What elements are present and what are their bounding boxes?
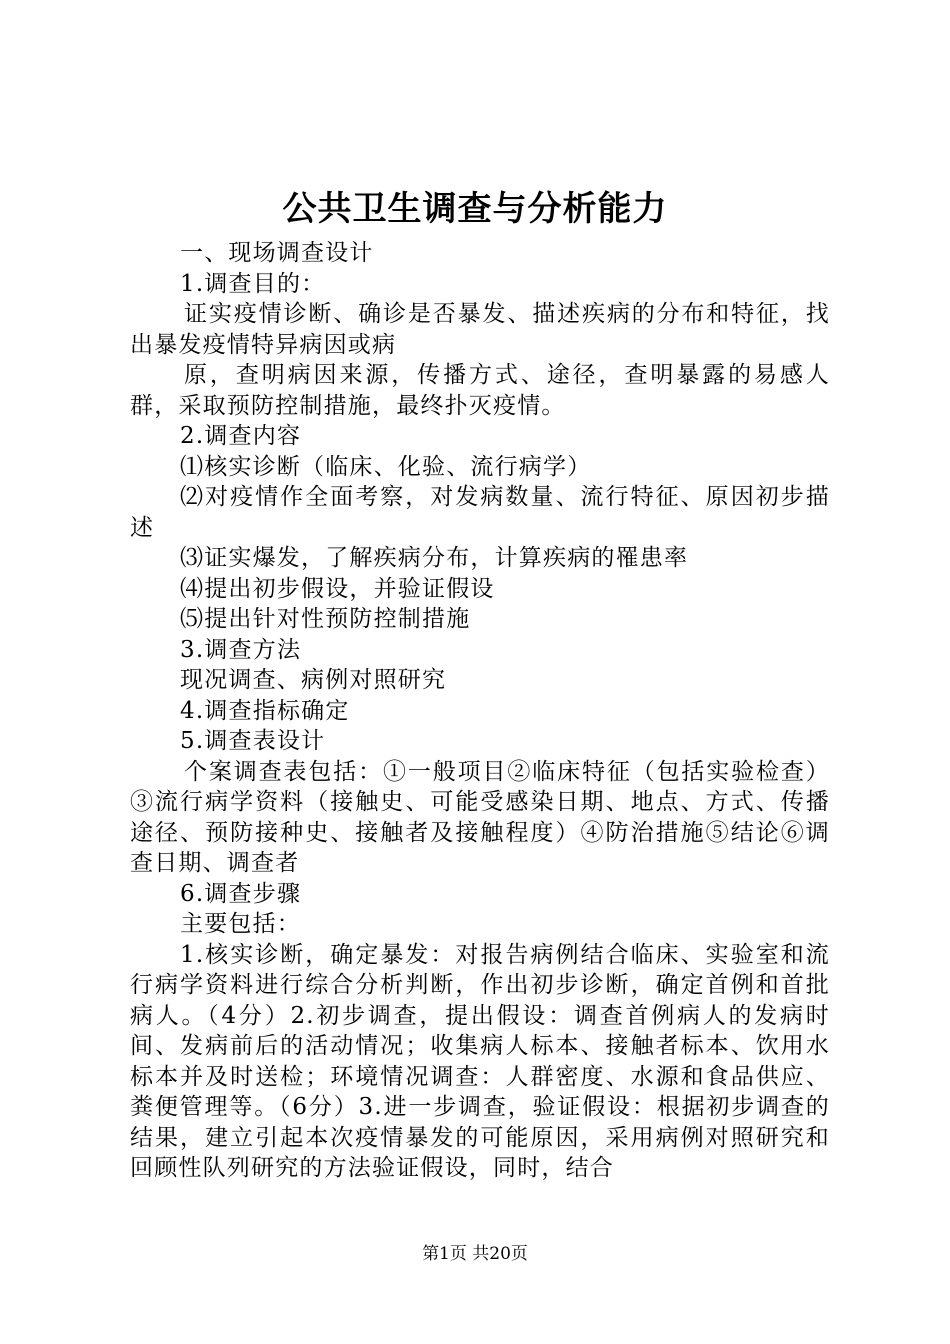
page-footer: 第1页 共20页 — [422, 1244, 528, 1264]
list-item-content-2: ⑵对疫情作全面考察，对发病数量、流行特征、原因初步描述 — [130, 484, 830, 541]
paragraph-form-design: 个案调查表包括：①一般项目②临床特征（包括实验检查）③流行病学资料（接触史、可能受感染日期、地点、方式、传播途径、预防接种史、接触者及接触程度）④防治措施⑤结论⑥调查日期、调查者 — [130, 758, 830, 876]
list-item-content-4: ⑷提出初步假设，并验证假设 — [180, 575, 495, 602]
subheading-content: 2.调查内容 — [180, 423, 302, 449]
subheading-indicators: 4.调查指标确定 — [180, 697, 350, 724]
paragraph-steps-intro: 主要包括： — [180, 911, 301, 937]
subheading-steps: 6.调查步骤 — [180, 880, 302, 907]
subheading-purpose: 1.调查目的： — [180, 270, 326, 297]
document-body — [130, 238, 830, 1184]
subheading-form-design: 5.调查表设计 — [180, 728, 326, 754]
paragraph-purpose-2: 原，查明病因来源，传播方式、途径，查明暴露的易感人群，采取预防控制措施，最终扑灭疫情。 — [130, 362, 830, 419]
paragraph-purpose-1: 证实疫情诊断、确诊是否暴发、描述疾病的分布和特征，找出暴发疫情特异病因或病 — [130, 301, 830, 358]
subheading-method: 3.调查方法 — [180, 636, 302, 663]
list-item-content-3: ⑶证实爆发，了解疾病分布，计算疾病的罹患率 — [180, 545, 689, 571]
document-title: 公共卫生调查与分析能力 — [282, 189, 668, 229]
list-item-content-1: ⑴核实诊断（临床、化验、流行病学） — [180, 453, 592, 480]
paragraph-steps-detail: 1.核实诊断，确定暴发：对报告病例结合临床、实验室和流行病学资料进行综合分析判断，作出初步诊断，确定首例和首批病人。（4分）2.初步调查，提出假设：调查首例病人的发病时间、发病前后的活动情况；收集病人标本、接触者标本、饮用水标本并及时送检；环境情况调查：人群密度、水源和食品供应、粪便管理等。（6分）3.进一步调查，验证假设：根据初步调查的结果，建立引起本次疫情暴发的可能原因，采用病例对照研究和回顾性队列研究的方法验证假设，同时，结合 — [130, 941, 830, 1181]
list-item-content-5: ⑸提出针对性预防控制措施 — [180, 606, 471, 632]
paragraph-method: 现况调查、病例对照研究 — [180, 667, 447, 693]
section-heading: 一、现场调查设计 — [180, 240, 374, 266]
